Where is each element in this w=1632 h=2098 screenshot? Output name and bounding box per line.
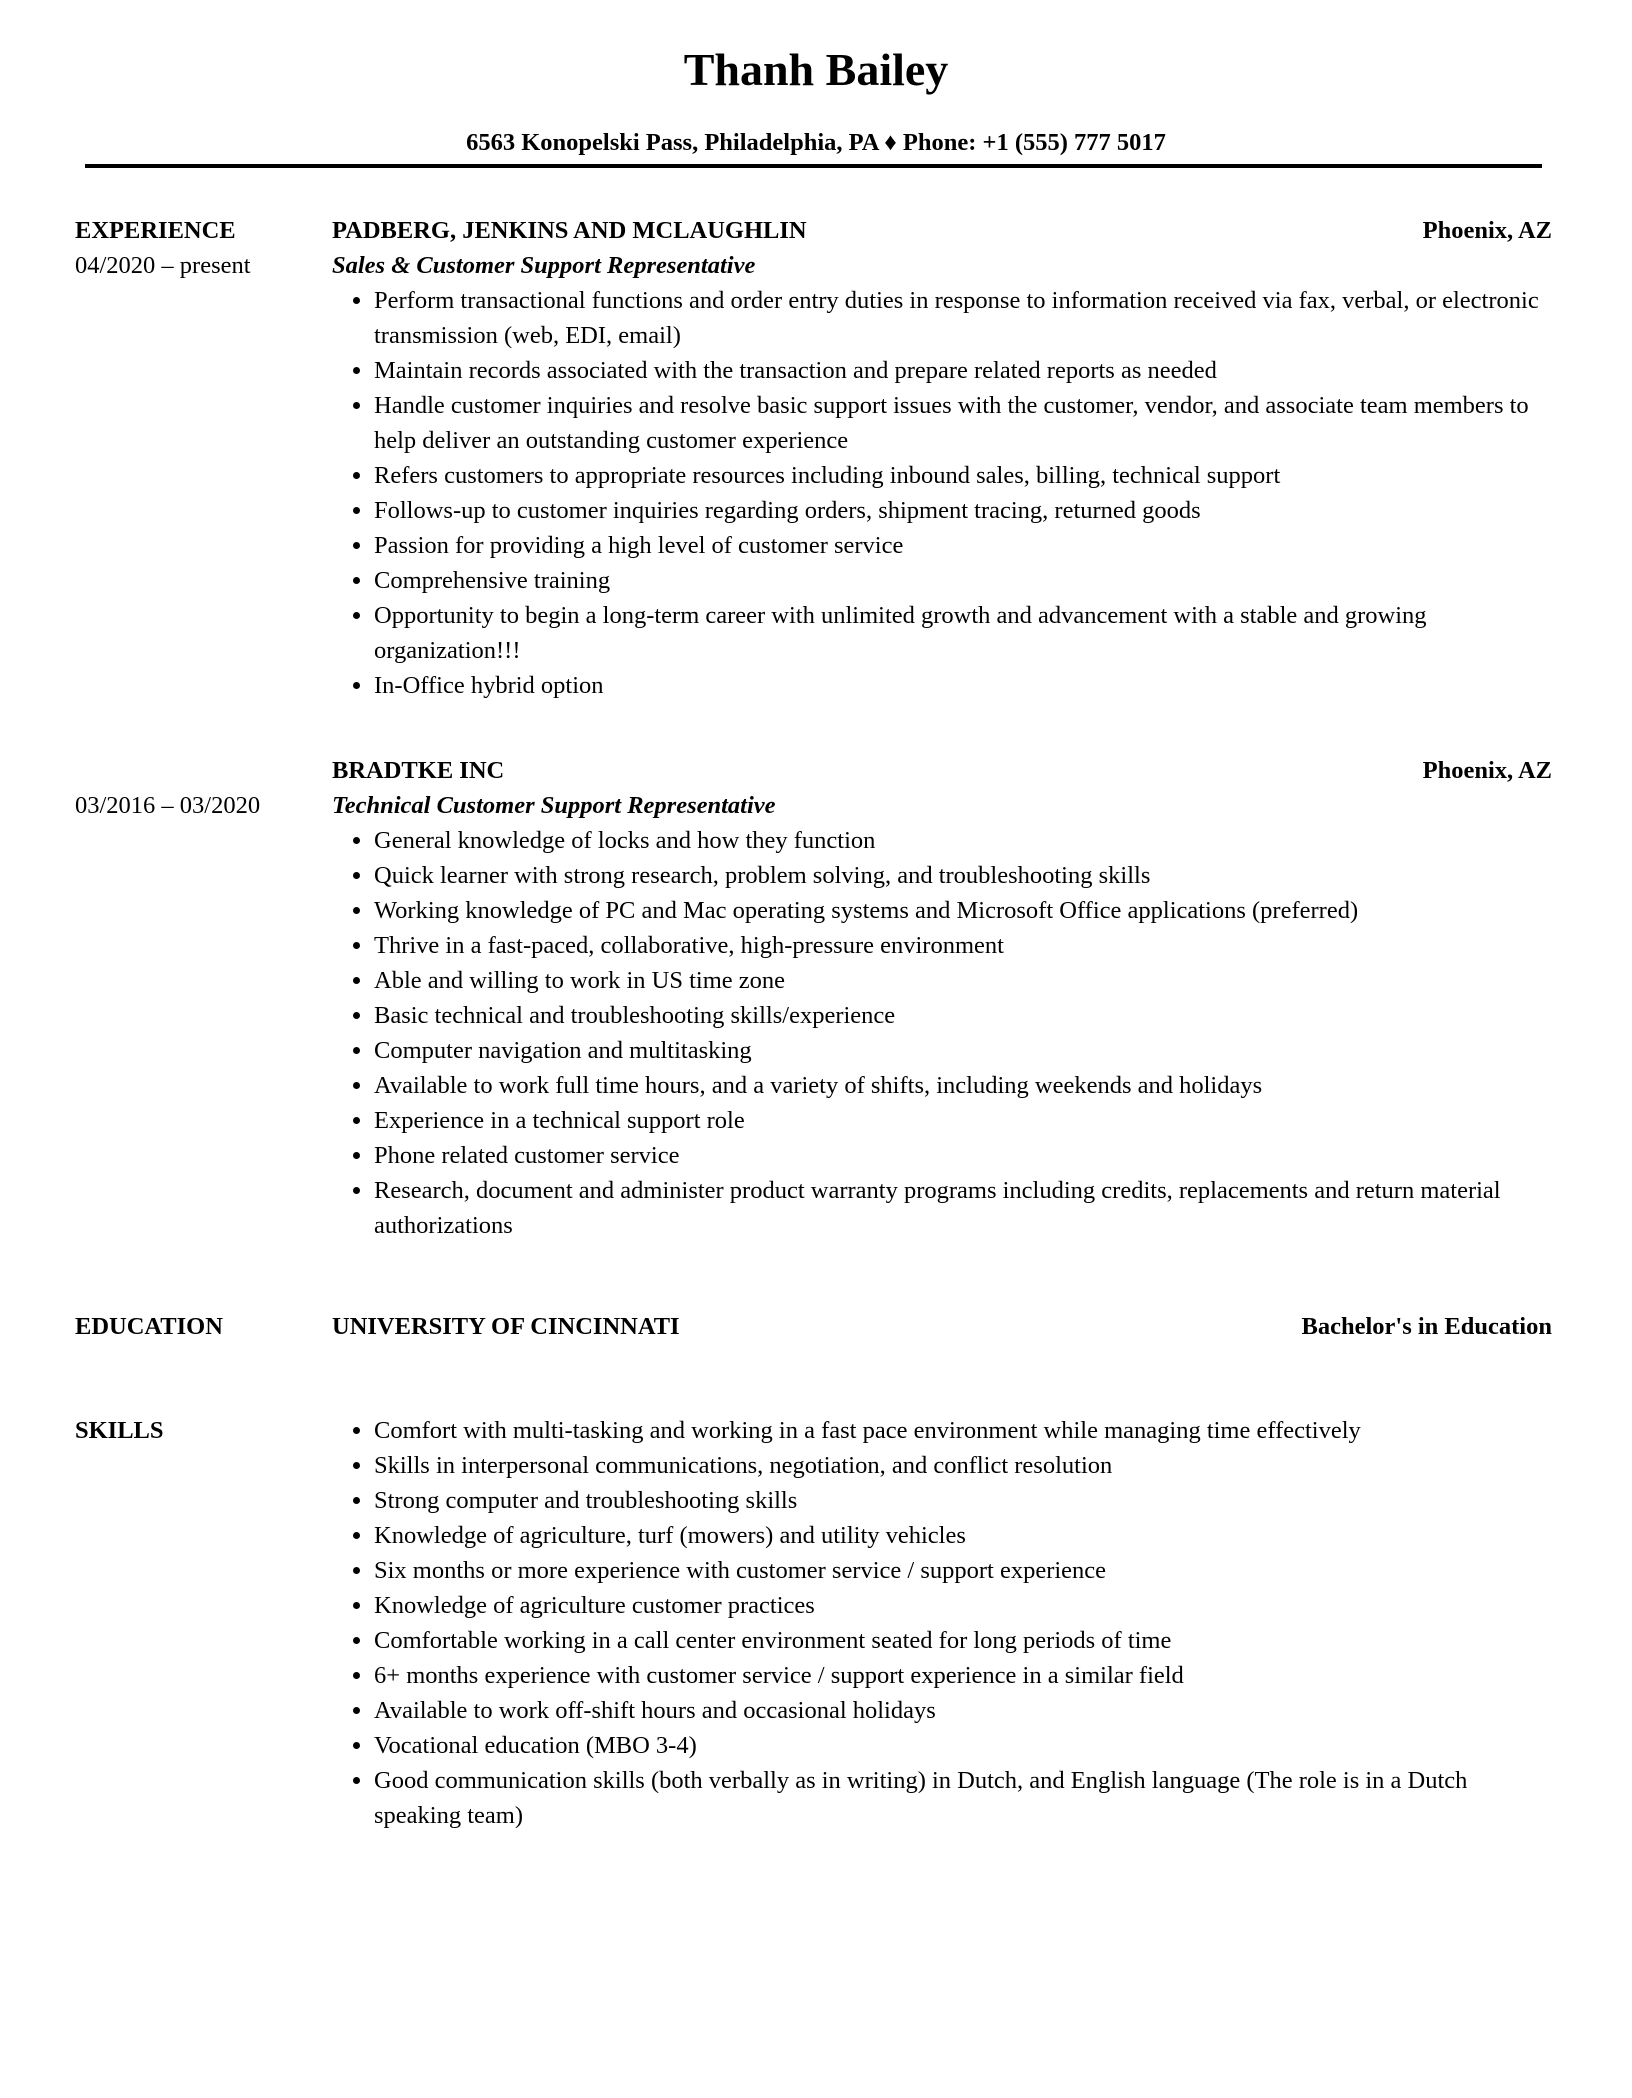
company-name: BRADTKE INC bbox=[332, 757, 505, 784]
list-item: • Skills in interpersonal communications, negotiation, and conflict resolution bbox=[374, 1448, 1552, 1483]
list-item: • Comprehensive training bbox=[374, 563, 1552, 598]
school-name: UNIVERSITY OF CINCINNATI bbox=[332, 1313, 680, 1340]
list-item: • Refers customers to appropriate resources including inbound sales, billing, technical support bbox=[374, 458, 1552, 493]
degree: Bachelor's in Education bbox=[1301, 1313, 1552, 1340]
job-dates: 03/2016 – 03/2020 bbox=[75, 792, 261, 819]
list-item: • Follows-up to customer inquiries regarding orders, shipment tracing, returned goods bbox=[374, 493, 1552, 528]
list-item: • Passion for providing a high level of customer service bbox=[374, 528, 1552, 563]
list-item: • Available to work off-shift hours and occasional holidays bbox=[374, 1693, 1552, 1728]
list-item: • Handle customer inquiries and resolve basic support issues with the customer, vendor, and associate team members to help deliver an outstanding customer experience bbox=[374, 388, 1552, 458]
job-bullets bbox=[332, 283, 1552, 703]
header-divider bbox=[85, 164, 1542, 168]
list-item: • Phone related customer service bbox=[374, 1138, 1552, 1173]
list-item: • Good communication skills (both verbally as in writing) in Dutch, and English language (The role is in a Dutch speaking team) bbox=[374, 1763, 1552, 1833]
experience-section bbox=[75, 213, 1552, 703]
candidate-name: Thanh Bailey bbox=[683, 44, 949, 95]
list-item: • Thrive in a fast-paced, collaborative, high-pressure environment bbox=[374, 928, 1552, 963]
job-location: Phoenix, AZ bbox=[1422, 757, 1552, 784]
list-item: • Research, document and administer product warranty programs including credits, replacements and return material authorizations bbox=[374, 1173, 1552, 1243]
education-section bbox=[75, 1309, 1552, 1344]
list-item: • Basic technical and troubleshooting skills/experience bbox=[374, 998, 1552, 1033]
job-title: Technical Customer Support Representative bbox=[332, 792, 776, 819]
list-item: • Perform transactional functions and order entry duties in response to information received via fax, verbal, or electronic transmission (web, EDI, email) bbox=[374, 283, 1552, 353]
job-dates: 04/2020 – present bbox=[75, 252, 251, 279]
list-item: • Opportunity to begin a long-term career with unlimited growth and advancement with a stable and growing organization!!! bbox=[374, 598, 1552, 668]
list-item: • Six months or more experience with customer service / support experience bbox=[374, 1553, 1552, 1588]
skills-section bbox=[75, 1413, 1552, 1833]
list-item: • General knowledge of locks and how they function bbox=[374, 823, 1552, 858]
list-item: • Computer navigation and multitasking bbox=[374, 1033, 1552, 1068]
list-item: • Quick learner with strong research, problem solving, and troubleshooting skills bbox=[374, 858, 1552, 893]
skills-list bbox=[332, 1413, 1552, 1833]
section-label: EXPERIENCE bbox=[75, 217, 236, 244]
list-item: • Experience in a technical support role bbox=[374, 1103, 1552, 1138]
list-item: • Knowledge of agriculture customer practices bbox=[374, 1588, 1552, 1623]
section-label: SKILLS bbox=[75, 1417, 164, 1444]
job-title: Sales & Customer Support Representative bbox=[332, 252, 756, 279]
list-item: • Working knowledge of PC and Mac operating systems and Microsoft Office applications (preferred) bbox=[374, 893, 1552, 928]
list-item: • Vocational education (MBO 3-4) bbox=[374, 1728, 1552, 1763]
section-label: EDUCATION bbox=[75, 1313, 223, 1340]
list-item: • Comfortable working in a call center environment seated for long periods of time bbox=[374, 1623, 1552, 1658]
job-bullets bbox=[332, 823, 1552, 1243]
list-item: • Able and willing to work in US time zone bbox=[374, 963, 1552, 998]
experience-job-2 bbox=[75, 753, 1552, 1243]
list-item: • In-Office hybrid option bbox=[374, 668, 1552, 703]
list-item: • 6+ months experience with customer service / support experience in a similar field bbox=[374, 1658, 1552, 1693]
list-item: • Comfort with multi-tasking and working in a fast pace environment while managing time effectively bbox=[374, 1413, 1552, 1448]
contact-info: 6563 Konopelski Pass, Philadelphia, PA ♦ Phone: +1 (555) 777 5017 bbox=[466, 129, 1166, 156]
list-item: • Strong computer and troubleshooting skills bbox=[374, 1483, 1552, 1518]
list-item: • Knowledge of agriculture, turf (mowers) and utility vehicles bbox=[374, 1518, 1552, 1553]
list-item: • Maintain records associated with the transaction and prepare related reports as needed bbox=[374, 353, 1552, 388]
list-item: • Available to work full time hours, and a variety of shifts, including weekends and holidays bbox=[374, 1068, 1552, 1103]
company-name: PADBERG, JENKINS AND MCLAUGHLIN bbox=[332, 217, 807, 244]
job-location: Phoenix, AZ bbox=[1422, 217, 1552, 244]
